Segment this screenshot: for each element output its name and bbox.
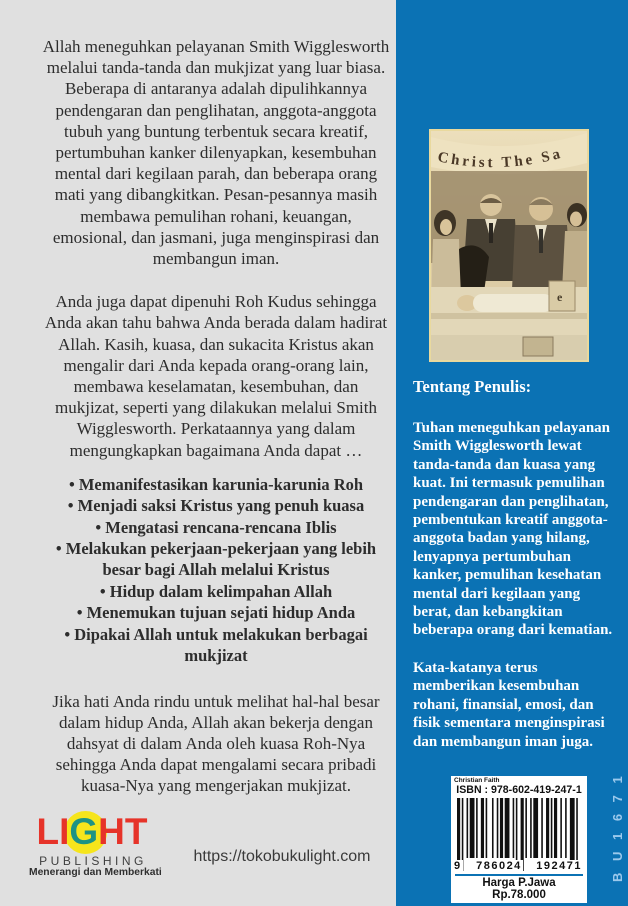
back-cover-copy <box>42 36 390 797</box>
body-paragraph-2: Anda juga dapat dipenuhi Roh Kudus sehingga Anda akan tahu bahwa Anda berada dalam hadirat Allah. Kasih, kuasa, dan sukacita Kristus akan mengalir dari Anda kepada orang-orang lain, membawa keselamatan, kesembuhan, dan mukjizat, seperti yang dilakukan melalui Smith Wigglesworth. Perkataannya yang dalam mengungkapkan bagaimana Anda dapat … <box>44 292 388 460</box>
barcode-digit-lead: 9 <box>454 860 462 872</box>
barcode-digit-group: 786024 <box>476 860 522 872</box>
bullet-item: • Mengatasi rencana-rencana Iblis <box>42 517 390 538</box>
stock-code: B U 1 6 7 1 <box>610 772 625 882</box>
author-photo-illustration <box>431 131 587 360</box>
author-photo <box>429 129 589 362</box>
right-panel <box>396 0 628 906</box>
bullet-item: • Hidup dalam kelimpahan Allah <box>42 581 390 602</box>
bullet-item: • Dipakai Allah untuk melakukan berbagai mukjizat <box>42 624 390 667</box>
wordmark-segment: LI <box>36 811 70 852</box>
bullet-item: • Melakukan pekerjaan-pekerjaan yang lebih besar bagi Allah melalui Kristus <box>42 538 390 581</box>
publisher-tagline: Menerangi dan Memberkati <box>29 867 162 878</box>
body-paragraph-3: Jika hati Anda rindu untuk melihat hal-hal besar dalam hidup Anda, Allah akan bekerja dengan dahsyat di dalam Anda oleh kuasa Roh-Nya sehingga Anda dapat mengalami secara pribadi kuasa-Nya yang mengerjakan mukjizat. <box>52 691 380 796</box>
wordmark-segment: HT <box>98 811 148 852</box>
bullet-item: • Menemukan tujuan sejati hidup Anda <box>42 602 390 623</box>
website-url: https://tokobukulight.com <box>193 848 371 865</box>
publishing-label: PUBLISHING <box>39 854 147 868</box>
imprint-label: Christian Faith <box>454 777 500 784</box>
wordmark-segment-g: G <box>69 811 99 852</box>
body-paragraph-1: Allah meneguhkan pelayanan Smith Wigglesworth melalui tanda-tanda dan mukjizat yang luar biasa. Beberapa di antaranya adalah dipulihkannya pendengaran dan penglihatan, anggota-anggota tubuh yang buntung terbentuk secara kreatif, pertumbuhan kanker dilenyapkan, kesembuhan mental dari kegilaan parah, dan beberapa orang mati yang dibangkitkan. Pesan-pesannya masih membawa pemulihan rohani, keuangan, emosional, dan jasmani, juga menginspirasi dan membangun iman. <box>42 37 390 269</box>
about-paragraph-1: Tuhan meneguhkan pelayanan Smith Wigglesworth lewat tanda-tanda dan kuasa yang kuat. Ini termasuk pemulihan pendengaran dan penglihatan, pembentukan kreatif anggota-anggota badan yang hilang, lenyapnya pertumbuhan kanker, pemulihan kesehatan mental dari kegilaan yang berat, dan kebangkitan beberapa orang dari kematian. <box>413 420 613 639</box>
barcode-block <box>451 776 587 903</box>
about-author-section <box>413 377 620 770</box>
photo-banner-text: Christ The Sa <box>436 145 565 172</box>
bullet-item: • Memanifestasikan karunia-karunia Roh <box>42 474 390 495</box>
about-paragraph-2: Kata-katanya terus memberikan kesembuhan rohani, finansial, emosi, dan fisik sementara menginspirasi dan membangun iman juga. <box>413 659 605 750</box>
isbn-label: ISBN : 978-602-419-247-1 <box>456 784 582 796</box>
barcode-digits <box>453 860 583 872</box>
price-label: Harga P.Jawa Rp.78.000 <box>455 874 583 903</box>
about-heading: Tentang Penulis: <box>413 377 532 396</box>
bullet-item: • Menjadi saksi Kristus yang penuh kuasa <box>42 495 390 516</box>
barcode-digit-group: 192471 <box>536 860 582 872</box>
svg-text:e: e <box>557 290 563 304</box>
light-wordmark <box>33 813 151 851</box>
benefits-bullet-list <box>42 474 390 667</box>
ean-barcode <box>454 798 582 872</box>
